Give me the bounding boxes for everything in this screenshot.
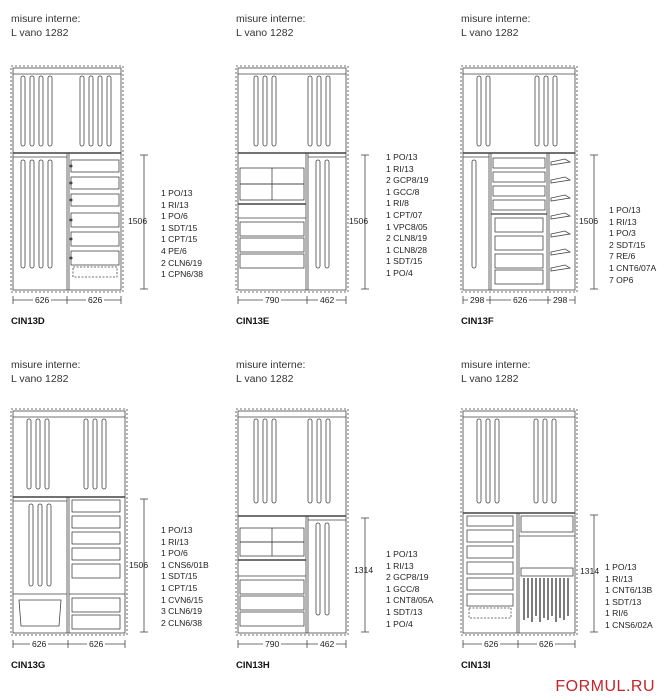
module-cin13g — [0, 346, 222, 695]
component-item: 1 PO/13 — [609, 205, 641, 215]
hanging-garments-top-left — [27, 419, 49, 489]
component-item: 1 PO/6 — [161, 211, 188, 222]
internal-measures-label: misure interne: — [11, 359, 81, 371]
height-dimension: 1506 — [349, 216, 369, 226]
width-dimension-right: 462 — [320, 295, 335, 305]
internal-measures-label: misure interne: — [236, 13, 306, 25]
component-item: 1 CNS6/02A — [605, 619, 653, 630]
drawer-stack — [467, 516, 513, 618]
height-dimension: 1506 — [128, 216, 148, 226]
module-cin13e — [225, 0, 447, 349]
component-item: 1 CLN8/28 — [386, 244, 428, 255]
width-dimension-right: 298 — [553, 295, 568, 305]
component-item: 1 CPT/15 — [161, 234, 198, 245]
component-item: 2 SDT/15 — [609, 239, 646, 250]
component-item: 2 CLN6/38 — [161, 617, 203, 628]
hanging-garments-bottom-right — [316, 523, 329, 615]
component-item: 1 RI/6 — [605, 608, 628, 619]
component-item: 1 RI/8 — [386, 198, 409, 209]
drawer-stack — [238, 528, 306, 626]
trouser-rack — [519, 516, 575, 622]
height-dimension: 1314 — [354, 565, 374, 575]
module-code: CIN13G — [11, 660, 46, 671]
hanging-garments-top-left — [21, 76, 52, 146]
component-item: 1 PO/13 — [161, 188, 193, 198]
width-dimension-left: 790 — [265, 295, 280, 305]
opening-width-label: L vano 1282 — [461, 27, 519, 39]
module-cin13d — [0, 0, 222, 349]
component-item: 2 CLN8/19 — [386, 233, 428, 244]
opening-width-label: L vano 1282 — [461, 373, 519, 385]
component-item: 1 SDT/13 — [605, 596, 642, 607]
drawer-stack — [69, 500, 125, 629]
component-list — [161, 188, 203, 281]
hanging-garments-top-left — [254, 419, 276, 503]
component-item: 1 PO/13 — [605, 562, 637, 572]
component-item: 1 CPN6/38 — [161, 269, 204, 280]
component-item: 1 CPT/07 — [386, 209, 423, 220]
module-code: CIN13D — [11, 316, 45, 327]
component-list — [605, 562, 653, 632]
component-item: 1 CVN6/15 — [161, 594, 204, 605]
module-code: CIN13H — [236, 660, 270, 671]
component-item: 1 PO/13 — [161, 525, 193, 535]
width-dimension-left: 626 — [484, 639, 499, 649]
height-dimension: 1314 — [580, 566, 600, 576]
internal-measures-label: misure interne: — [11, 13, 81, 25]
brand-watermark: FORMUL.RU — [555, 678, 655, 695]
hanging-garments-top-right — [534, 419, 556, 503]
height-dimension: 1506 — [129, 560, 149, 570]
width-dimension-left: 626 — [32, 639, 47, 649]
component-item: 1 RI/13 — [386, 163, 414, 174]
shelf-trays — [491, 158, 547, 284]
component-item: 1 PO/4 — [386, 618, 413, 629]
component-item: 1 SDT/15 — [386, 256, 423, 267]
component-item: 7 RE/6 — [609, 251, 636, 262]
width-dimension-left: 790 — [265, 639, 280, 649]
component-item: 1 CNT6/13B — [605, 585, 653, 596]
height-dimension: 1506 — [579, 216, 599, 226]
component-item: 1 CNT6/07A — [609, 262, 657, 273]
module-cin13i — [450, 346, 667, 695]
drawer-stack — [71, 160, 119, 277]
opening-width-label: L vano 1282 — [236, 373, 294, 385]
component-item: 1 PO/6 — [161, 548, 188, 559]
shoe-racks — [551, 159, 570, 271]
component-list — [161, 525, 209, 629]
component-item: 1 CNT8/05A — [386, 595, 434, 606]
component-list — [386, 152, 429, 280]
width-dimension-right: 626 — [89, 639, 104, 649]
module-code: CIN13E — [236, 316, 270, 327]
opening-width-label: L vano 1282 — [11, 373, 69, 385]
drawer-stack — [238, 168, 306, 268]
component-item: 1 GCC/8 — [386, 186, 420, 197]
width-dimension-center: 626 — [513, 295, 528, 305]
component-item: 2 GCP8/19 — [386, 175, 429, 186]
component-item: 1 RI/13 — [609, 216, 637, 227]
hanging-garments-top-left — [254, 76, 276, 146]
hanging-garments-top-right — [308, 76, 330, 146]
component-item: 2 GCP8/19 — [386, 572, 429, 583]
hanging-garments-top-right — [308, 419, 330, 503]
module-code: CIN13I — [461, 660, 491, 671]
hanging-garments-bottom-right — [316, 160, 329, 268]
module-code: CIN13F — [461, 316, 494, 327]
component-item: 4 PE/6 — [161, 245, 187, 256]
width-dimension-right: 626 — [88, 295, 103, 305]
hanging-garments-top-left — [477, 419, 499, 503]
hanging-garments-top — [477, 76, 557, 146]
component-item: 1 RI/13 — [161, 199, 189, 210]
hanging-garments-top-right — [84, 419, 106, 489]
component-list — [386, 549, 433, 630]
component-list — [609, 205, 656, 286]
component-item: 1 PO/13 — [386, 152, 418, 162]
component-item: 1 VPC8/05 — [386, 221, 428, 232]
component-item: 1 RI/13 — [386, 560, 414, 571]
internal-measures-label: misure interne: — [461, 359, 531, 371]
internal-measures-label: misure interne: — [461, 13, 531, 25]
component-item: 1 SDT/15 — [161, 571, 198, 582]
width-dimension-right: 462 — [320, 639, 335, 649]
component-item: 1 CPT/15 — [161, 582, 198, 593]
component-item: 2 CLN6/19 — [161, 257, 203, 268]
opening-width-label: L vano 1282 — [11, 27, 69, 39]
component-item: 1 PO/4 — [386, 267, 413, 278]
width-dimension-left: 298 — [470, 295, 485, 305]
component-item: 1 SDT/15 — [161, 222, 198, 233]
component-item: 3 CLN6/19 — [161, 606, 203, 617]
component-item: 7 OP6 — [609, 274, 634, 285]
component-item: 1 SDT/13 — [386, 606, 423, 617]
width-dimension-right: 626 — [539, 639, 554, 649]
storage-basket — [13, 594, 67, 626]
component-item: 1 GCC/8 — [386, 583, 420, 594]
internal-measures-label: misure interne: — [236, 359, 306, 371]
module-cin13f — [450, 0, 667, 349]
component-item: 1 RI/13 — [161, 536, 189, 547]
hanging-garments-bottom-left — [29, 504, 51, 586]
width-dimension-left: 626 — [35, 295, 50, 305]
component-item: 1 RI/13 — [605, 573, 633, 584]
component-item: 1 PO/3 — [609, 228, 636, 239]
module-cin13h — [225, 346, 447, 695]
hanging-garments-bottom-left — [21, 160, 52, 268]
hanging-garments-bottom-left — [472, 160, 476, 268]
opening-width-label: L vano 1282 — [236, 27, 294, 39]
component-item: 1 PO/13 — [386, 549, 418, 559]
component-item: 1 CNS6/01B — [161, 559, 209, 570]
hanging-garments-top-right — [80, 76, 111, 146]
